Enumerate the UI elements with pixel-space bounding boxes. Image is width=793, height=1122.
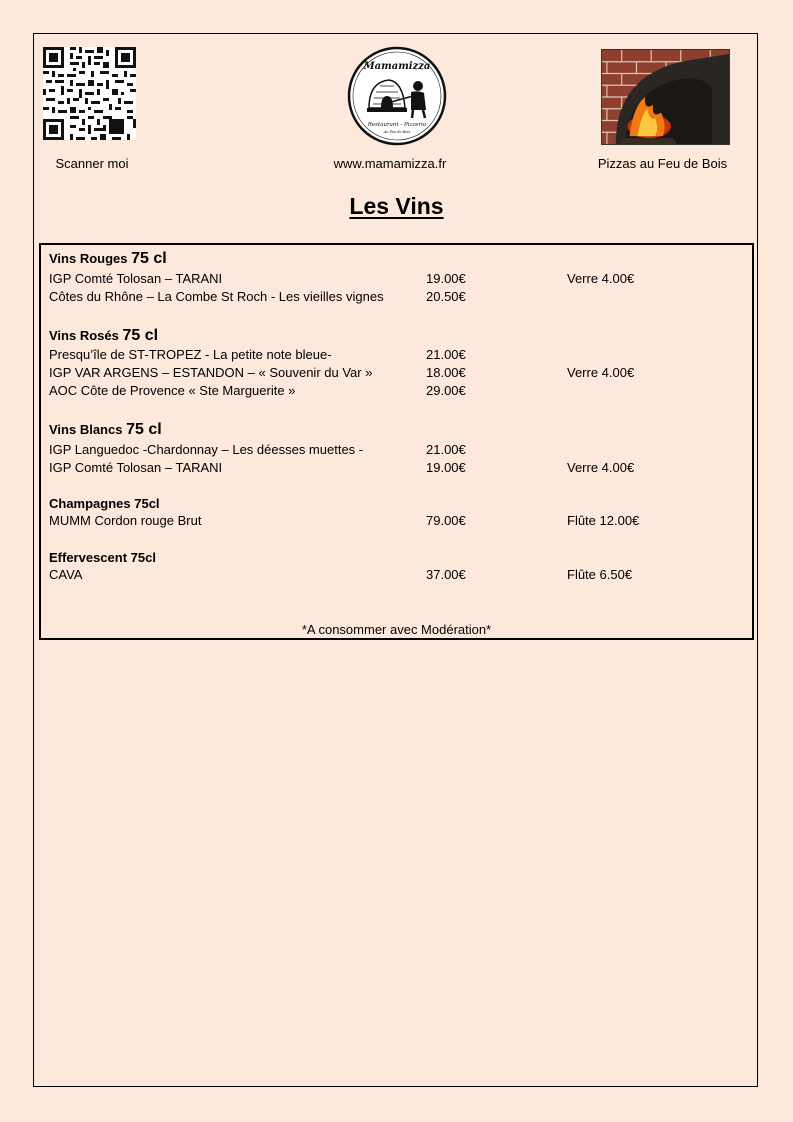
section-volume: 75 cl: [131, 250, 167, 267]
bottle-price: 79.00€: [426, 513, 466, 528]
section-heading-red-wines: [49, 250, 167, 268]
wine-name: MUMM Cordon rouge Brut: [49, 513, 202, 528]
bottle-price: 37.00€: [426, 567, 466, 582]
glass-price: Flûte 6.50€: [567, 567, 633, 582]
section-heading-sparkling: [49, 550, 156, 565]
menu-item: [49, 567, 744, 585]
qr-code[interactable]: [43, 46, 136, 141]
page-title: Les Vins: [349, 193, 444, 219]
restaurant-logo: [347, 46, 447, 146]
menu-item: [49, 383, 744, 401]
bottle-price: 19.00€: [426, 271, 466, 286]
bottle-price: 18.00€: [426, 365, 466, 380]
logo-brand: Mamamizza: [363, 61, 431, 72]
logo-subtitle: Restaurant - Pizzeria: [367, 122, 427, 128]
menu-item: [49, 442, 744, 460]
photo-caption: Pizzas au Feu de Bois: [597, 156, 728, 171]
wine-name: Côtes du Rhône – La Combe St Roch - Les vieilles vignes: [49, 289, 384, 304]
menu-item: [49, 289, 744, 307]
menu-item: [49, 460, 744, 478]
wine-name: AOC Côte de Provence « Ste Marguerite »: [49, 383, 296, 398]
menu-item: [49, 513, 744, 531]
glass-price: Verre 4.00€: [567, 365, 635, 380]
bottle-price: 21.00€: [426, 442, 466, 457]
bottle-price: 20.50€: [426, 289, 466, 304]
glass-price: Verre 4.00€: [567, 460, 635, 475]
menu-item: [49, 347, 744, 365]
section-volume: 75 cl: [126, 421, 162, 438]
section-volume: 75 cl: [122, 327, 159, 344]
section-heading-rose-wines: [49, 327, 158, 345]
section-name: Champagnes 75cl: [49, 496, 160, 511]
wine-name: IGP Comté Tolosan – TARANI: [49, 460, 223, 475]
bottle-price: 19.00€: [426, 460, 466, 475]
qr-label: Scanner moi: [55, 156, 129, 171]
section-name: Vins Rosés: [49, 328, 119, 343]
wine-name: CAVA: [49, 567, 83, 582]
section-heading-champagnes: [49, 496, 160, 511]
wine-name: IGP Languedoc -Chardonnay – Les déesses muettes -: [49, 442, 364, 457]
section-heading-white-wines: [49, 421, 162, 439]
wine-menu: [39, 243, 754, 640]
menu-item: [49, 365, 744, 383]
wine-name: IGP Comté Tolosan – TARANI: [49, 271, 223, 286]
section-name: Vins Blancs: [49, 422, 123, 437]
wine-name: IGP VAR ARGENS – ESTANDON – « Souvenir du Var »: [49, 365, 373, 380]
section-name: Effervescent 75cl: [49, 550, 156, 565]
section-name: Vins Rouges: [49, 251, 128, 266]
wine-name: Presqu’île de ST-TROPEZ - La petite note bleue-: [49, 347, 332, 362]
wood-fired-oven-photo: [601, 49, 730, 145]
glass-price: Flûte 12.00€: [567, 513, 640, 528]
website-link[interactable]: www.mamamizza.fr: [333, 156, 447, 171]
menu-item: [49, 271, 744, 289]
glass-price: Verre 4.00€: [567, 271, 635, 286]
moderation-note: *A consommer avec Modération*: [301, 622, 492, 637]
bottle-price: 29.00€: [426, 383, 466, 398]
logo-small-tagline: Au Feu de Bois: [383, 130, 411, 134]
bottle-price: 21.00€: [426, 347, 466, 362]
